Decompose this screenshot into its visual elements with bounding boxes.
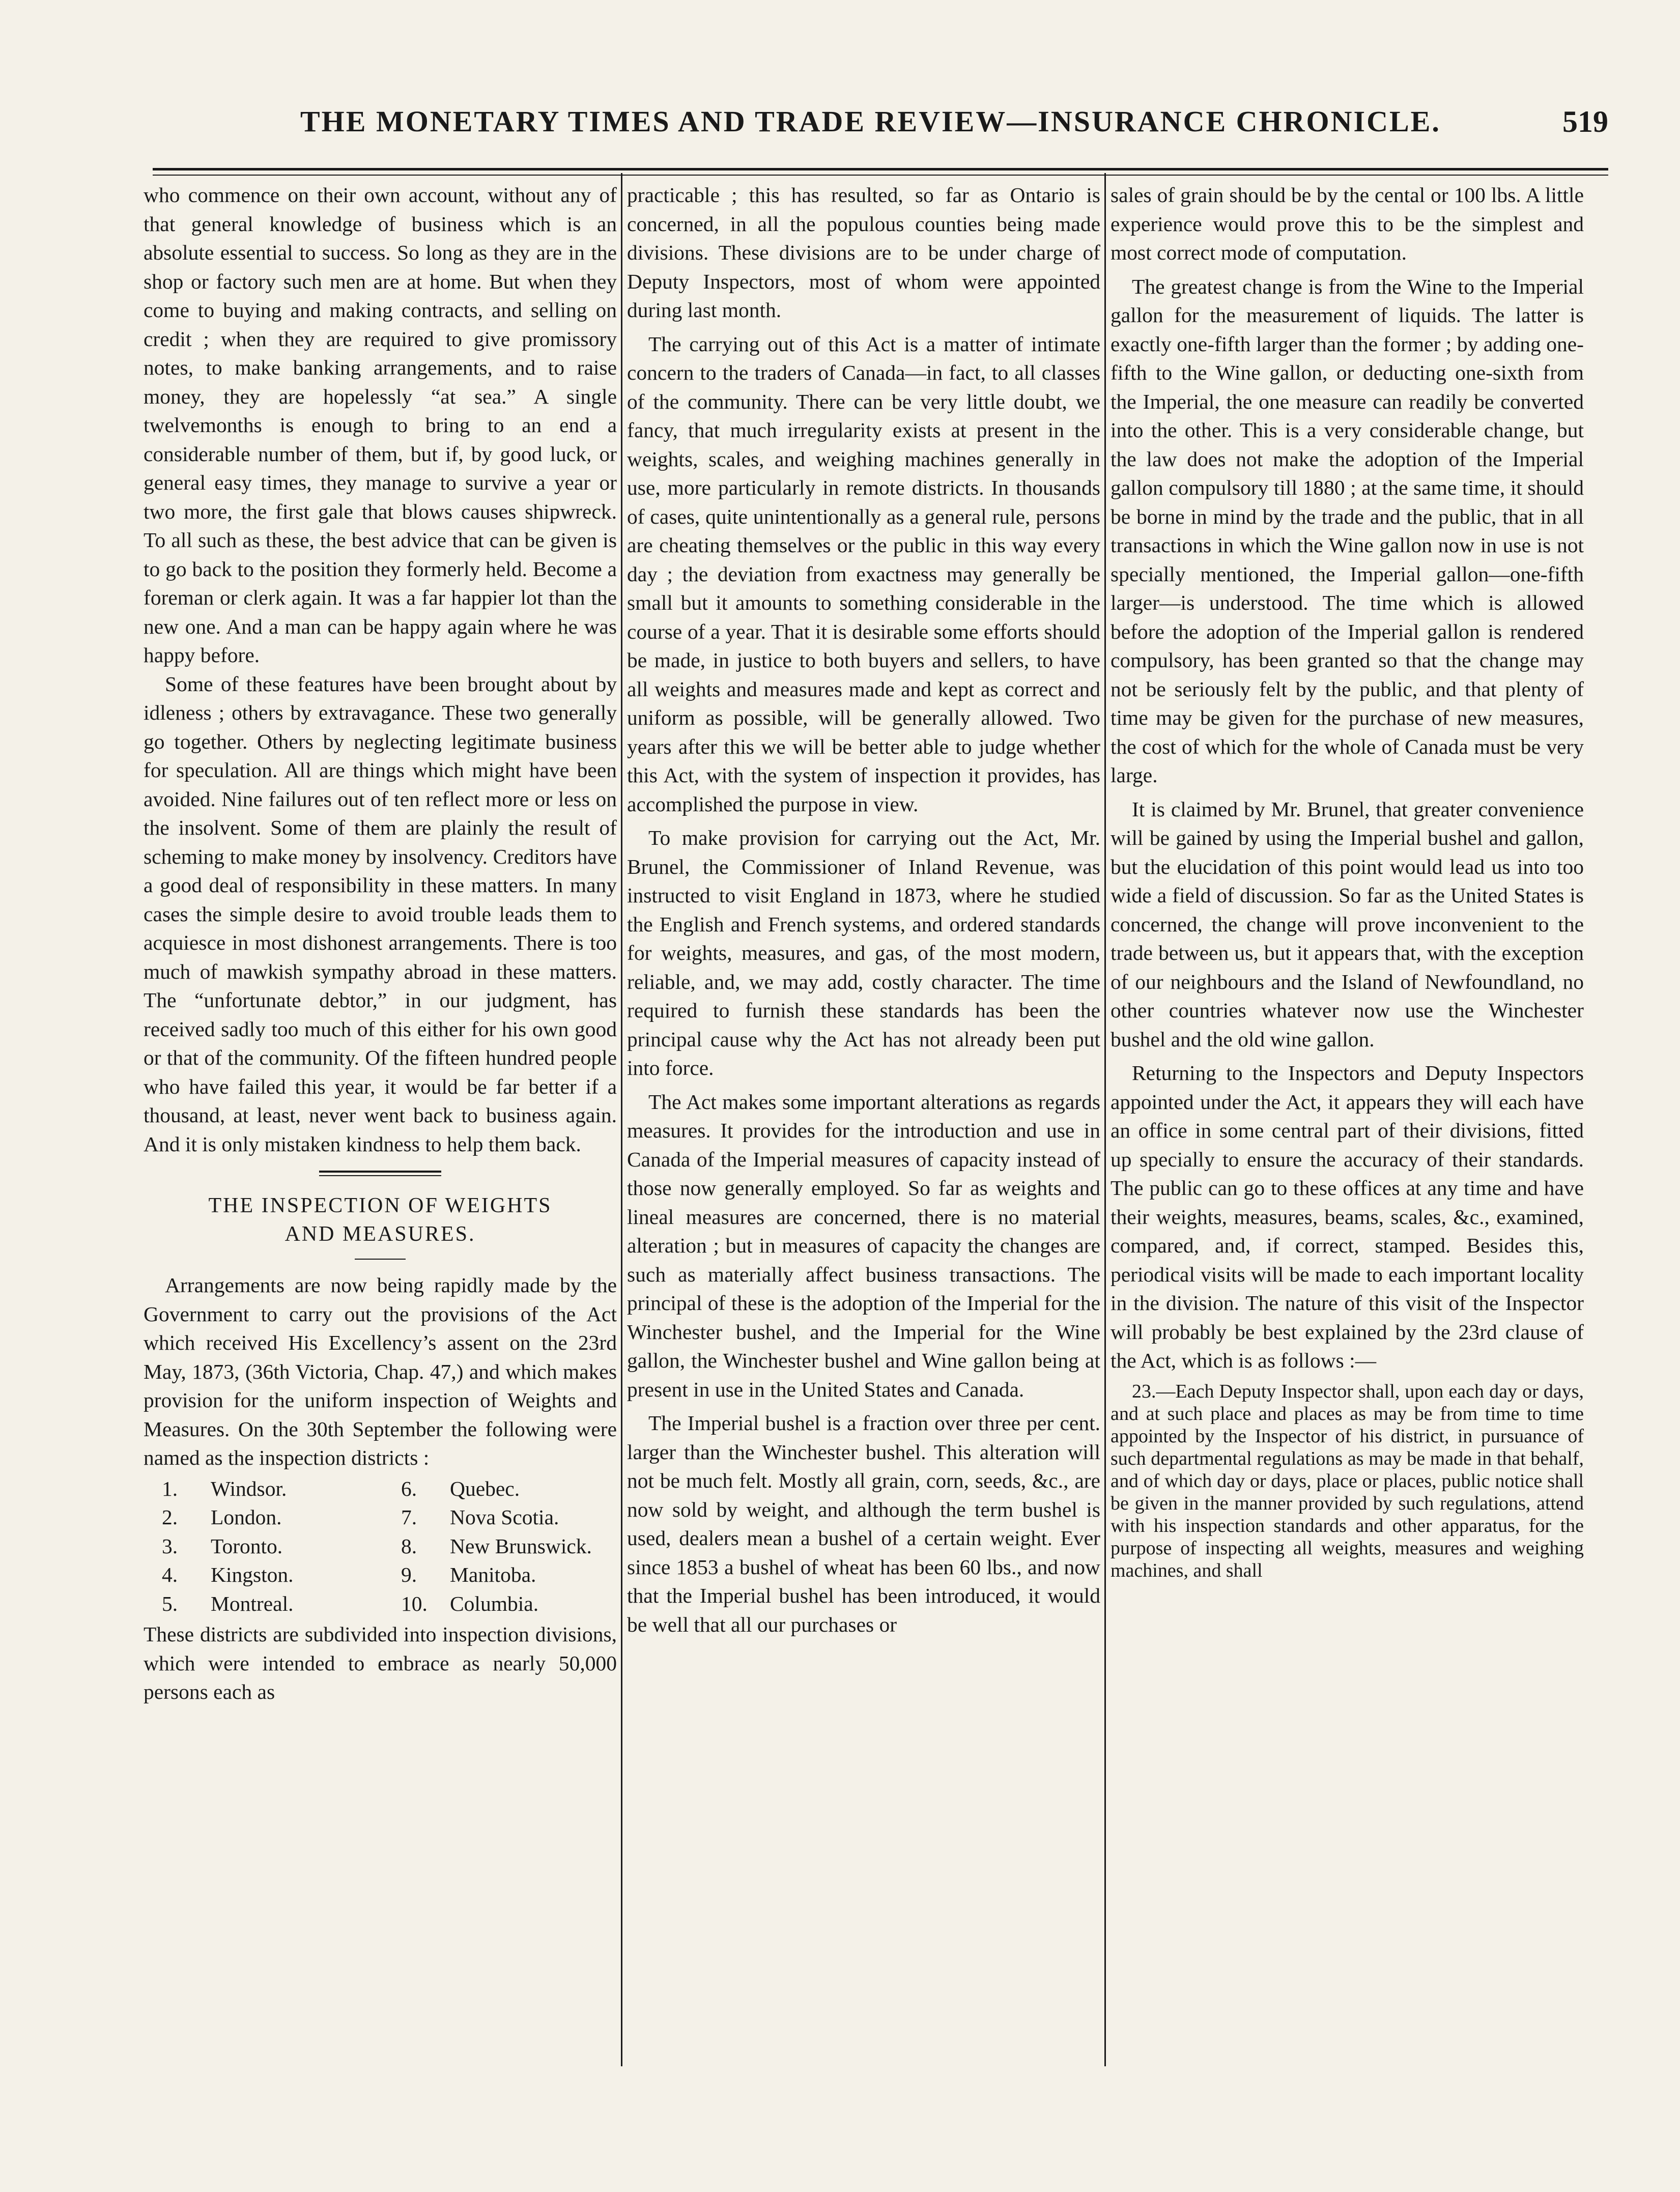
list-item-label: Montreal. [211,1591,294,1615]
paragraph: The Act makes some important alterations as regards measures. It provides for the introduction and use in Canada of the Imperial measures of capacity instead of those now generally employed. So far as weights and lineal measures are concerned, there is no material alteration ; but in measures of capacity the changes are such as materially affect business transactions. The principal of these is the adoption of the Imperial for the Winchester bushel, and the Imperial for the Wine gallon, the Winchester bushel and Wine gallon being at present in use in the United States and Canada. [627,1090,1100,1401]
page-number: 519 [1562,105,1608,138]
list-item [383,1503,617,1532]
list-item-label: Columbia. [450,1591,539,1615]
list-item-label: Windsor. [211,1476,287,1500]
list-item-number: 7. [401,1505,417,1529]
paragraph: practicable ; this has resulted, so far as Ontario is concerned, in all the populous counties being made divisions. These divisions are to be under charge of Deputy Inspectors, most of whom were appointed during last month. [627,183,1100,322]
list-item [144,1532,383,1561]
list-item [144,1589,383,1618]
paragraph: It is claimed by Mr. Brunel, that greater convenience will be gained by using the Imperial bushel and gallon, but the elucidation of this point would lead us into too wide a field of discussion. So far as the United States is concerned, the change will prove inconvenient to the trade between us, but it appears that, with the exception of our neighbours and the Island of Newfoundland, no other countries whatever now use the Winchester bushel and the old wine gallon. [1110,797,1584,1051]
section-separator [319,1171,441,1176]
districts-list [144,1474,617,1618]
list-item-label: Manitoba. [450,1563,536,1586]
list-item [144,1474,383,1503]
page-header [153,104,1608,155]
paragraph: sales of grain should be by the cental or 100 lbs. A little experience would prove this to be the simplest and most correct mode of computation. [1110,183,1584,264]
list-item-label: Kingston. [211,1563,294,1586]
publication-title: THE MONETARY TIMES AND TRADE REVIEW—INSURANCE CHRONICLE. [300,105,1441,138]
paragraph: Returning to the Inspectors and Deputy Inspectors appointed under the Act, it appears they will each have an office in some central part of their divisions, fitted up specially to ensure the accuracy of their standards. The public can go to these offices at any time and have their weights, measures, beams, scales, &c., examined, compared, and, if correct, stamped. Besides this, periodical visits will be made to each important locality in the division. The nature of this visit of the Inspector will probably be best explained by the 23rd clause of the Act, which is as follows :— [1110,1061,1584,1372]
paragraph: The carrying out of this Act is a matter of intimate concern to the traders of Canada—in fact, to all classes of the community. There can be very little doubt, we fancy, that much irregularity exists at present in the weights, scales, and weighing machines generally in use, more particularly in remote districts. In thousands of cases, quite unintentionally as a general rule, persons are cheating themselves or the public in this way every day ; the deviation from exactness may generally be small but it amounts to something considerable in the course of a year. That it is desirable some efforts should be made, in justice to both buyers and sellers, to have all weights and measures made and kept as correct and uniform as possible, will be generally allowed. Two years after this we will be better able to judge whether this Act, with the system of inspection it provides, has accomplished the purpose in view. [627,332,1100,816]
list-item [383,1589,617,1618]
list-item-label: New Brunswick. [450,1534,592,1558]
paragraph: These districts are subdivided into inspection divisions, which were intended to embrace as nearly 50,000 persons each as [144,1622,617,1703]
list-item [383,1560,617,1589]
list-item [144,1560,383,1589]
list-item-number: 9. [401,1563,417,1586]
list-item-label: Nova Scotia. [450,1505,559,1529]
list-item-number: 8. [401,1534,417,1558]
list-item-number: 10. [401,1591,428,1615]
header-rule-thick [153,168,1608,170]
list-item [383,1474,617,1503]
header-rule-thin [153,175,1608,176]
list-item-number: 5. [162,1591,178,1615]
quoted-clause: 23.—Each Deputy Inspector shall, upon each day or days, and at such place and places as may be from time to time appointed by the Inspector of his district, in pursuance of such departmental regulations as may be made in that behalf, and of which day or days, place or places, public notice shall be given in the manner provided by such regulations, attend with his inspection standards and other apparatus, for the purpose of inspecting all weights, measures and weighing machines, and shall [1110,1380,1584,1581]
list-item-label: Quebec. [450,1476,520,1500]
list-item-number: 1. [162,1476,178,1500]
column-2 [627,181,1100,1639]
paragraph: Arrangements are now being rapidly made by the Government to carry out the provisions of the Act which received His Excellency’s assent on the 23rd May, 1873, (36th Victoria, Chap. 47,) and which makes provision for the uniform inspection of Weights and Measures. On the 30th September the following were named as the inspection districts : [144,1273,617,1469]
column-divider [621,173,622,2066]
column-3 [1110,181,1584,1582]
list-item-number: 4. [162,1563,178,1586]
paragraph: The Imperial bushel is a fraction over three per cent. larger than the Winchester bushel. This alteration will not be much felt. Mostly all grain, corn, seeds, &c., are now sold by weight, and although the term bushel is used, dealers mean a bushel of a certain weight. Ever since 1853 a bushel of wheat has been 60 lbs., and now that the Imperial bushel has been introduced, it would be well that all our purchases or [627,1411,1100,1636]
column-divider [1104,173,1106,2066]
list-item [144,1503,383,1532]
list-item-number: 3. [162,1534,178,1558]
paragraph: The greatest change is from the Wine to the Imperial gallon for the measurement of liquids. The latter is exactly one-fifth larger than the former ; by adding one-fifth to the Wine gallon, or deducting one-sixth from the Imperial, the one measure can readily be converted into the other. This is a very considerable change, but the law does not make the adoption of the Imperial gallon compulsory till 1880 ; at the same time, it should be borne in mind by the trade and the public, that in all transactions in which the Wine gallon now in use is not specially mentioned, the Imperial gallon—one-fifth larger—is understood. The time which is allowed before the adoption of the Imperial gallon is rendered compulsory, has been granted so that the change may not be seriously felt by the public, and that plenty of time may be given for the purchase of new measures, the cost of which for the whole of Canada must be very large. [1110,274,1584,787]
paragraph: who commence on their own account, without any of that general knowledge of business which is an absolute essential to success. So long as they are in the shop or factory such men are at home. But when they come to buying and making contracts, and selling on credit ; when they are required to give promissory notes, to make banking arrangements, and to raise money, they are hopelessly “at sea.” A single twelvemonths is enough to bring to an end a considerable number of them, but if, by good luck, or general easy times, they manage to survive a year or two more, the first gale that blows causes shipwreck. To all such as these, the best advice that can be given is to go back to the position they formerly held. Become a foreman or clerk again. It was a far happier lot than the new one. And a man can be happy again where he was happy before. [144,183,617,667]
paragraph: To make provision for carrying out the Act, Mr. Brunel, the Commissioner of Inland Revenue, was instructed to visit England in 1873, where he studied the English and French systems, and ordered standards for weights, measures, and gas, of the most modern, reliable, and, we may add, costly character. The time required to furnish these standards has been the principal cause why the Act has not already been put into force. [627,826,1100,1079]
list-item-label: Toronto. [211,1534,283,1558]
section-heading-line: THE INSPECTION OF WEIGHTS [208,1194,552,1217]
paragraph: Some of these features have been brought about by idleness ; others by extravagance. These two generally go together. Others by neglecting legitimate business for speculation. All are things which might have been avoided. Nine failures out of ten reflect more or less on the insolvent. Some of them are plainly the result of scheming to make money by insolvency. Creditors have a good deal of responsibility in these matters. In many cases the simple desire to avoid trouble leads them to acquiesce in most dishonest arrangements. There is too much of mawkish sympathy abroad in these matters. The “unfortunate debtor,” in our judgment, has received sadly too much of this either for his own good or that of the community. Of the fifteen hundred people who have failed this year, it would be far better if a thousand, at least, never went back to business again. And it is only mistaken kindness to help them back. [144,672,617,1156]
list-item [383,1532,617,1561]
section-heading-line: AND MEASURES. [284,1222,476,1246]
column-1 [144,181,617,1706]
list-item-number: 2. [162,1505,178,1529]
heading-rule [355,1259,406,1260]
list-item-number: 6. [401,1476,417,1500]
list-item-label: London. [211,1505,282,1529]
section-heading [144,1191,617,1248]
